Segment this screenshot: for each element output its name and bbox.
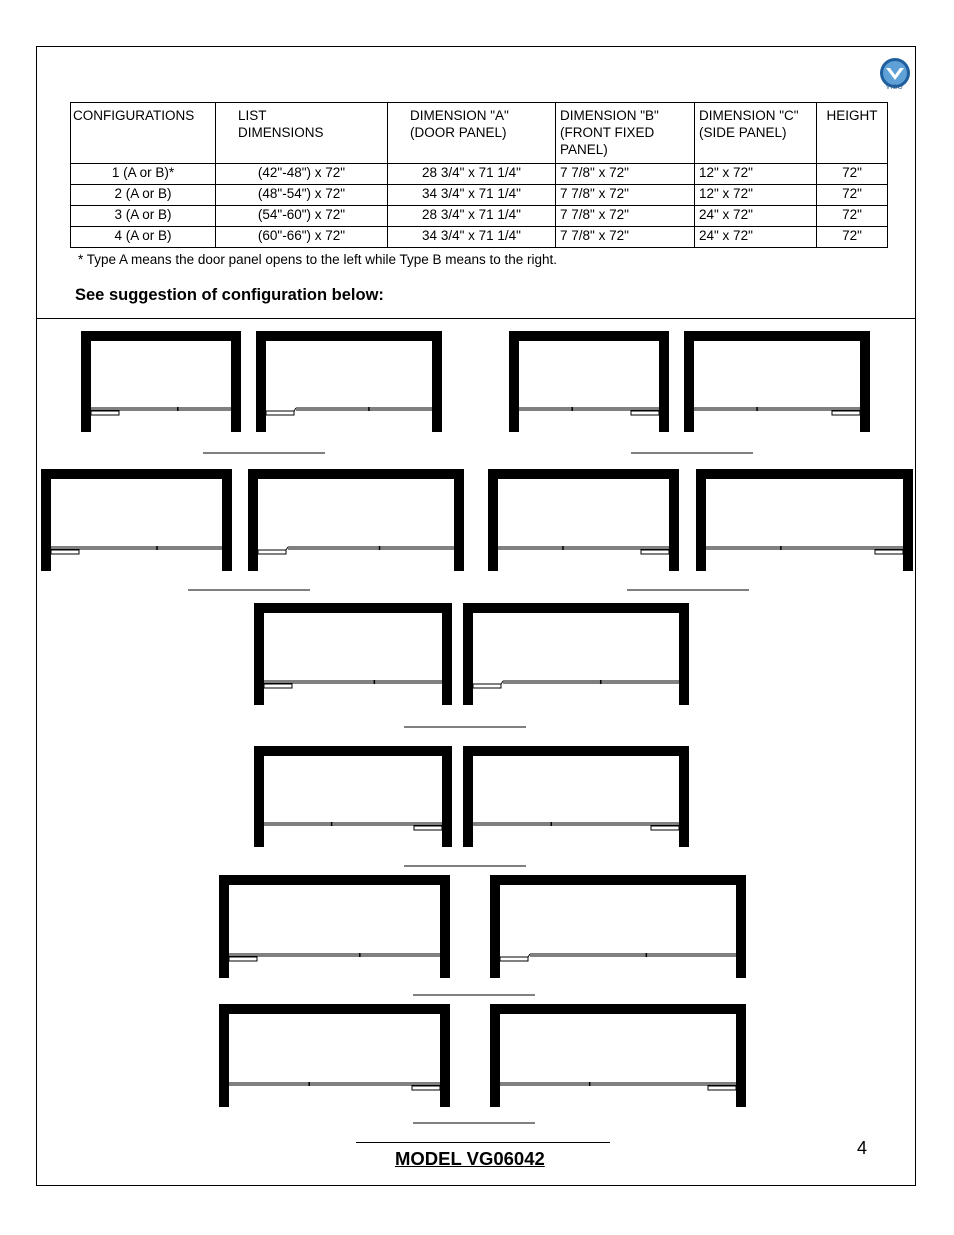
wall-left bbox=[509, 331, 519, 432]
header-dimension-a: DIMENSION "A" (DOOR PANEL) bbox=[388, 103, 556, 164]
cell-dimension-a: 34 3/4" x 71 1/4" bbox=[388, 185, 556, 206]
wall-back bbox=[490, 875, 746, 885]
model-rule bbox=[356, 1142, 610, 1143]
page-number: 4 bbox=[857, 1138, 868, 1158]
footnote: * Type A means the door panel opens to the left while Type B means to the right. bbox=[78, 252, 558, 267]
door-panel bbox=[264, 684, 292, 688]
header-height: HEIGHT bbox=[817, 103, 888, 164]
wall-right bbox=[440, 1004, 450, 1107]
door-panel bbox=[414, 826, 442, 830]
wall-back bbox=[684, 331, 870, 341]
wall-back bbox=[696, 469, 913, 479]
wall-left bbox=[684, 331, 694, 432]
cell-height: 72" bbox=[817, 164, 888, 185]
cell-list-dimensions: (48"-54") x 72" bbox=[216, 185, 388, 206]
wall-left bbox=[219, 875, 229, 978]
wall-back bbox=[219, 875, 450, 885]
wall-left bbox=[463, 746, 473, 847]
model-label: MODEL VG06042 bbox=[395, 1148, 545, 1169]
wall-back bbox=[219, 1004, 450, 1014]
wall-left bbox=[41, 469, 51, 571]
logo-wordmark: VIGO bbox=[886, 85, 904, 91]
suggestion-heading: See suggestion of configuration below: bbox=[75, 286, 384, 304]
wall-back bbox=[81, 331, 241, 341]
cell-config: 3 (A or B) bbox=[71, 206, 216, 227]
cell-height: 72" bbox=[817, 206, 888, 227]
wall-back bbox=[463, 746, 689, 756]
header-configurations: CONFIGURATIONS bbox=[71, 103, 216, 164]
wall-left bbox=[696, 469, 706, 571]
wall-left bbox=[490, 1004, 500, 1107]
door-panel bbox=[631, 411, 659, 415]
glass-edge bbox=[501, 681, 503, 684]
wall-right bbox=[860, 331, 870, 432]
cell-config: 2 (A or B) bbox=[71, 185, 216, 206]
wall-back bbox=[248, 469, 464, 479]
door-panel bbox=[51, 550, 79, 554]
cell-dimension-c: 12" x 72" bbox=[695, 185, 817, 206]
door-panel bbox=[641, 550, 669, 554]
cell-dimension-c: 24" x 72" bbox=[695, 206, 817, 227]
wall-right bbox=[222, 469, 232, 571]
header-dimension-b: DIMENSION "B" (FRONT FIXED PANEL) bbox=[556, 103, 695, 164]
door-panel bbox=[412, 1086, 440, 1090]
wall-left bbox=[81, 331, 91, 432]
header-dimension-c: DIMENSION "C" (SIDE PANEL) bbox=[695, 103, 817, 164]
door-panel bbox=[266, 411, 294, 415]
door-panel bbox=[651, 826, 679, 830]
door-panel bbox=[875, 550, 903, 554]
wall-back bbox=[41, 469, 232, 479]
door-panel bbox=[258, 550, 286, 554]
cell-dimension-b: 7 7/8" x 72" bbox=[556, 185, 695, 206]
cell-list-dimensions: (54"-60") x 72" bbox=[216, 206, 388, 227]
header-list-dimensions: LIST DIMENSIONS bbox=[216, 103, 388, 164]
cell-dimension-c: 24" x 72" bbox=[695, 227, 817, 248]
glass-edge bbox=[286, 547, 288, 550]
wall-right bbox=[736, 1004, 746, 1107]
cell-config: 4 (A or B) bbox=[71, 227, 216, 248]
wall-right bbox=[659, 331, 669, 432]
cell-dimension-b: 7 7/8" x 72" bbox=[556, 164, 695, 185]
cell-dimension-a: 28 3/4" x 71 1/4" bbox=[388, 164, 556, 185]
cell-height: 72" bbox=[817, 227, 888, 248]
wall-back bbox=[256, 331, 442, 341]
wall-right bbox=[442, 746, 452, 847]
wall-left bbox=[256, 331, 266, 432]
cell-list-dimensions: (60"-66") x 72" bbox=[216, 227, 388, 248]
wall-right bbox=[432, 331, 442, 432]
glass-edge bbox=[528, 954, 530, 957]
cell-dimension-a: 34 3/4" x 71 1/4" bbox=[388, 227, 556, 248]
cell-height: 72" bbox=[817, 185, 888, 206]
wall-back bbox=[490, 1004, 746, 1014]
wall-back bbox=[254, 746, 452, 756]
door-panel bbox=[832, 411, 860, 415]
wall-right bbox=[231, 331, 241, 432]
cell-list-dimensions: (42"-48") x 72" bbox=[216, 164, 388, 185]
door-panel bbox=[473, 684, 501, 688]
cell-dimension-b: 7 7/8" x 72" bbox=[556, 206, 695, 227]
wall-back bbox=[509, 331, 669, 341]
wall-left bbox=[463, 603, 473, 705]
cell-config: 1 (A or B)* bbox=[71, 164, 216, 185]
wall-left bbox=[490, 875, 500, 978]
wall-right bbox=[442, 603, 452, 705]
door-panel bbox=[229, 957, 257, 961]
wall-right bbox=[679, 603, 689, 705]
wall-right bbox=[679, 746, 689, 847]
wall-left bbox=[254, 603, 264, 705]
wall-right bbox=[440, 875, 450, 978]
wall-left bbox=[488, 469, 498, 571]
wall-left bbox=[254, 746, 264, 847]
wall-right bbox=[669, 469, 679, 571]
wall-back bbox=[254, 603, 452, 613]
door-panel bbox=[500, 957, 528, 961]
wall-back bbox=[463, 603, 689, 613]
wall-left bbox=[248, 469, 258, 571]
cell-dimension-c: 12" x 72" bbox=[695, 164, 817, 185]
wall-back bbox=[488, 469, 679, 479]
glass-edge bbox=[294, 408, 296, 411]
door-panel bbox=[708, 1086, 736, 1090]
cell-dimension-a: 28 3/4" x 71 1/4" bbox=[388, 206, 556, 227]
cell-dimension-b: 7 7/8" x 72" bbox=[556, 227, 695, 248]
wall-left bbox=[219, 1004, 229, 1107]
door-panel bbox=[91, 411, 119, 415]
wall-right bbox=[454, 469, 464, 571]
wall-right bbox=[903, 469, 913, 571]
wall-right bbox=[736, 875, 746, 978]
